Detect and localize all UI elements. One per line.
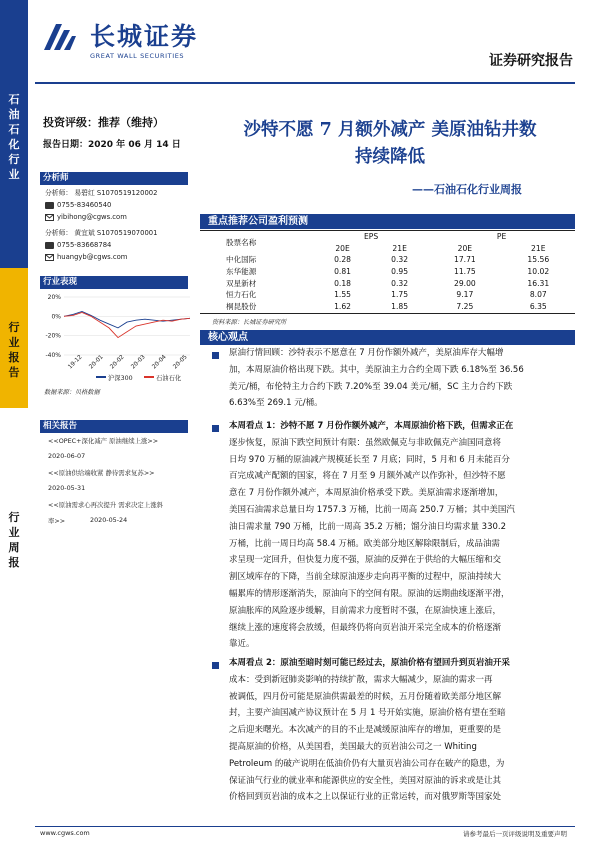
earnings-forecast-table — [200, 231, 575, 312]
logo-chinese: 长城证券 — [90, 22, 199, 51]
analysts-heading: 分析师 — [40, 172, 188, 185]
table-col-eps-21e: 21E — [392, 243, 407, 253]
great-wall-logo-icon — [42, 20, 76, 54]
table-cell-name: 桐昆股份 — [226, 301, 257, 311]
paragraph-line: 提高原油的价格，从美国看，美国最大的页岩油公司之一 Whiting — [229, 741, 477, 752]
analyst-1-email[interactable]: yibihong@cgws.com — [45, 213, 127, 221]
table-cell: 29.00 — [454, 278, 476, 288]
table-cell: 0.32 — [391, 255, 409, 265]
table-cell: 1.75 — [391, 290, 409, 300]
logo-english: GREAT WALL SECURITIES — [90, 52, 185, 60]
paragraph-line: 价格回到页岩油的成本之上以保证行业的正常运转，而对俄罗斯等国家处 — [229, 792, 502, 803]
sidebar-weekly-block — [0, 408, 28, 841]
report-subtitle: ——石油石化行业周报 — [412, 183, 522, 196]
table-cell: 15.56 — [527, 255, 550, 265]
core-heading: 核心观点 — [208, 332, 248, 343]
table-cell: 0.28 — [334, 255, 351, 265]
table-col-pe-21e: 21E — [531, 243, 546, 253]
paragraph-line: 保证油气行业的就业率和能源供应的安全性，美国对原油的诉求或是让其 — [229, 775, 502, 786]
table-cell-name: 中化国际 — [226, 255, 257, 265]
paragraph-line: 加，本周原油价格出现下跌。其中，美原油主力合约全周下跌 6.18%至 36.56 — [229, 364, 524, 375]
bullet-icon — [212, 662, 219, 669]
sidebar-industry-label: 石 油 石 化 行 业 — [8, 93, 20, 181]
table-cell: 1.62 — [334, 301, 351, 311]
chart-x-tick: 20-05 — [172, 354, 189, 371]
performance-source: 数据来源：贝格数据 — [44, 389, 100, 396]
table-cell: 16.31 — [527, 278, 550, 288]
related-report-2[interactable]: <<原油供给端收紧 静待需求复苏>> — [48, 469, 155, 477]
paragraph-line: 百完成减产配额的国家，将在 7 月至 9 月额外减产以作弥补，但沙特不愿 — [229, 471, 506, 482]
report-title: 沙特不愿 7 月额外减产 美原油钻井数 持续降低 — [243, 120, 537, 167]
email-icon — [45, 214, 54, 221]
header-rule — [35, 82, 575, 84]
table-cell: 17.71 — [454, 255, 476, 265]
chart-y-tick: 0% — [51, 313, 61, 321]
paragraph-line: 继续上涨的速度将会放缓，但最终仍将向页岩油开采完全成本的价格逐渐 — [229, 622, 502, 633]
table-row — [200, 277, 575, 289]
footer-disclaimer: 请参考最后一页评级说明及重要声明 — [463, 830, 567, 838]
related-report-3-date: 2020-05-24 — [90, 516, 128, 524]
table-cell-name: 东华能源 — [226, 267, 257, 277]
paragraph-line: 油日需求量 790 万桶，比前一周高 35.2 万桶；馏分油日均需求量 330.2 — [229, 521, 506, 532]
phone-icon — [45, 202, 54, 209]
chart-y-tick: -40% — [45, 352, 61, 359]
paragraph-line: 本周看点 1：沙特不愿 7 月份作额外减产，本周原油价格下跌，但需求正在 — [229, 421, 514, 431]
table-cell: 10.02 — [527, 267, 550, 277]
performance-heading: 行业表现 — [40, 276, 188, 289]
core-heading-bar — [200, 330, 575, 345]
paragraph-line: 美元/桶，布伦特主力合约下跌 7.20%至 39.04 美元/桶，SC 主力合约下跌 — [229, 381, 513, 392]
table-col-pe-20e: 20E — [457, 243, 473, 253]
legend-petro: 石油石化 — [156, 375, 182, 382]
chart-y-tick: 20% — [47, 294, 61, 301]
paragraph-line: 靠近。 — [229, 639, 255, 650]
table-source: 资料来源：长城证券研究所 — [212, 319, 287, 326]
table-header-pe: PE — [496, 232, 507, 242]
legend-hs300: 沪深300 — [108, 375, 133, 382]
paragraph-line: Petroleum 的破产说明在低油价仍有大量页岩油公司存在破产的隐患，为 — [229, 758, 505, 769]
related-report-3-line2[interactable]: 率>> — [48, 517, 66, 525]
paragraph-line: 6.63%至 269.1 元/桶。 — [229, 398, 323, 409]
analyst-2-phone: 0755-83668784 — [45, 241, 111, 249]
table-cell: 0.18 — [334, 278, 351, 288]
phone-icon — [45, 242, 54, 249]
bullet-icon — [212, 425, 219, 432]
table-cell-name: 恒力石化 — [226, 290, 257, 300]
analyst-2-email[interactable]: huangyb@cgws.com — [45, 253, 127, 261]
related-report-3[interactable]: <<原油需求心再次提升 需求决定上涨斜 — [48, 501, 163, 509]
paragraph-line: 封，主要产油国减产协议预计在 5 月 1 号开始实施，原油价格有望在至暗 — [229, 708, 506, 719]
paragraph-line: 意在 7 月份作额外减产，本周原油价格承受下跌。美原油需求逐渐增加， — [229, 488, 504, 499]
chart-x-tick: 20-02 — [109, 354, 126, 371]
table-row — [200, 266, 575, 278]
paragraph-highlight-1 — [229, 418, 569, 653]
paragraph-line: 万桶，比前一周日均高 58.4 万桶。欧美部分地区解除限制后，成品油需 — [229, 538, 500, 549]
chart-y-tick: -20% — [45, 332, 61, 340]
table-row — [200, 289, 575, 301]
paragraph-line: 之后迎来曙光。本次减产的目的不止是减缓原油库存的增加，更重要的是 — [229, 725, 502, 736]
analyst-1-phone: 0755-83460540 — [45, 201, 111, 209]
recommend-heading: 重点推荐公司盈利预测 — [208, 216, 308, 227]
paragraph-line: 原油行情回顾：沙特表示不愿意在 7 月份作额外减产，美原油库存大幅增 — [229, 348, 504, 358]
paragraph-line: 原油胀库的风险逐步缓解，目前需求力度暂时不强，在原油快速上涨后， — [229, 605, 502, 616]
chart-series-line — [64, 312, 190, 328]
table-cell: 1.85 — [391, 301, 409, 311]
sidebar-report-label: 行 业 报 告 — [8, 321, 20, 379]
table-row — [200, 301, 575, 313]
sidebar-weekly-label: 行 业 周 报 — [8, 511, 20, 569]
paragraph-line: 成本：受到新冠肺炎影响的持续扩散，需求大幅减少，原油的需求一再 — [229, 674, 493, 685]
paragraph-line: 被调低，四月份可能是原油供需最差的时候，五月份随着欧美部分地区解 — [229, 691, 502, 702]
paragraph-line: 日均 970 万桶的原油减产规模延长至 7 月底；同时，5 月和 6 月未能百分 — [229, 454, 510, 465]
table-header-name: 股票名称 — [226, 238, 257, 248]
legend-swatch-hs300 — [96, 376, 106, 378]
email-icon — [45, 254, 54, 261]
analyst-2: 分析师： 黄宜斌 S1070519070001 — [45, 229, 158, 237]
table-bottom-rule — [200, 313, 575, 314]
related-heading: 相关报告 — [40, 420, 188, 433]
paragraph-market-review — [229, 345, 569, 412]
table-cell: 9.17 — [456, 290, 474, 300]
chart-x-tick: 20-03 — [130, 354, 147, 371]
table-header-eps: EPS — [363, 232, 379, 242]
industry-performance-chart — [40, 289, 192, 384]
investment-rating: 投资评级：推荐（维持） — [43, 116, 164, 129]
bullet-icon — [212, 352, 219, 359]
chart-x-tick: 20-01 — [88, 354, 105, 371]
related-report-1[interactable]: <<OPEC+深化减产 原油继续上涨>> — [48, 437, 159, 445]
paragraph-highlight-2 — [229, 655, 569, 806]
paragraph-line: 割区域库存的下降，当前全球原油逐步走向再平衡的过程中，原油持续大 — [229, 572, 502, 583]
related-report-1-date: 2020-06-07 — [48, 452, 86, 460]
table-cell: 0.95 — [391, 267, 409, 277]
table-cell-name: 双星新材 — [226, 278, 257, 288]
chart-x-tick: 19-12 — [67, 354, 84, 371]
table-cell: 8.07 — [529, 290, 547, 300]
table-cell: 7.25 — [456, 301, 474, 311]
table-cell: 11.75 — [454, 267, 476, 277]
table-col-eps-20e: 20E — [335, 243, 350, 253]
related-report-2-date: 2020-05-31 — [48, 484, 86, 492]
paragraph-line: 本周看点 2：原油至暗时刻可能已经过去，原油价格有望回升到页岩油开采 — [229, 658, 510, 668]
table-cell: 6.35 — [529, 301, 547, 311]
table-row — [200, 254, 575, 266]
table-cell: 0.81 — [334, 267, 351, 277]
paragraph-line: 幅累库的情形逐渐消失，原油向下的空间有限。原油的远期曲线逐渐平滑， — [229, 588, 510, 599]
table-cell: 0.32 — [391, 278, 409, 288]
footer-rule — [35, 826, 575, 827]
footer-website[interactable]: www.cgws.com — [40, 829, 90, 837]
report-type: 证券研究报告 — [489, 53, 573, 69]
analyst-1: 分析师： 易碧红 S1070519120002 — [45, 189, 158, 197]
chart-x-tick: 20-04 — [151, 354, 168, 371]
paragraph-line: 逐步恢复，原油下跌空间预计有限：虽然欧佩克与非欧佩克产油国同意将 — [229, 437, 502, 448]
paragraph-line: 求呈现一定回升，但快复力度不强，原油的反弹在于供给的大幅压缩和交 — [229, 555, 502, 566]
legend-swatch-petro — [144, 376, 154, 378]
paragraph-line: 美国石油需求总量日均 1757.3 万桶，比前一周高 250.7 万桶；其中美国汽 — [229, 504, 515, 515]
table-cell: 1.55 — [334, 290, 351, 300]
table-group-row — [200, 231, 575, 243]
report-date: 报告日期：2020 年 06 月 14 日 — [43, 140, 181, 150]
